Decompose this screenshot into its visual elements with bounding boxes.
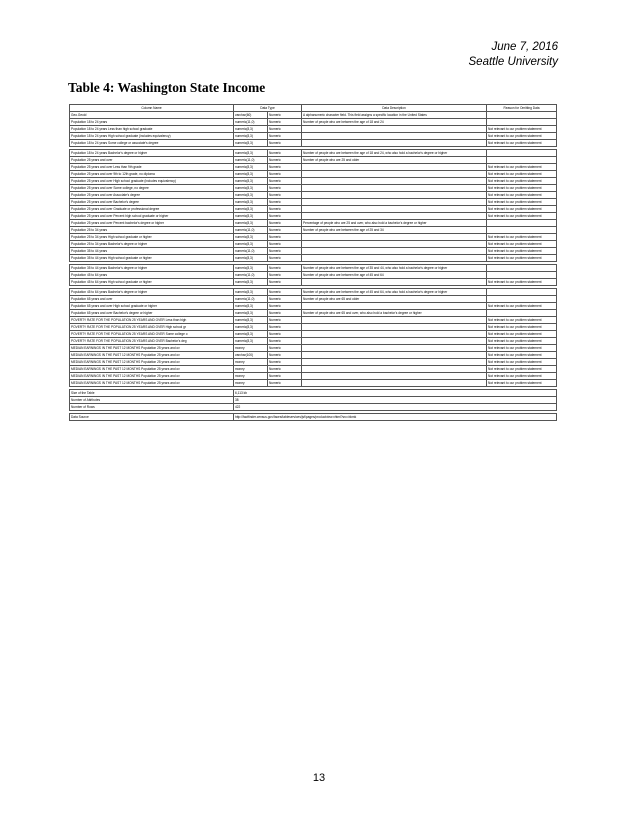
table-cell bbox=[302, 303, 487, 310]
table-cell: Not relevant to our problem statement bbox=[487, 324, 557, 331]
table-row bbox=[70, 324, 557, 331]
column-header: Data Type bbox=[234, 105, 302, 112]
table-cell: Numeric bbox=[268, 178, 302, 185]
summary-value: 38 bbox=[234, 397, 557, 404]
table-row bbox=[70, 366, 557, 373]
table-row bbox=[70, 296, 557, 303]
table-cell: Population 35 to 44 years High school graduate or higher bbox=[70, 255, 234, 262]
table-cell: MEDIAN EARNINGS IN THE PAST 12 MONTHS Population 25 years and ov bbox=[70, 373, 234, 380]
table-cell: Numeric bbox=[268, 317, 302, 324]
summary-label: Data Source bbox=[70, 414, 234, 421]
table-cell: numeric(8,3) bbox=[234, 171, 268, 178]
table-cell: Numeric bbox=[268, 227, 302, 234]
table-cell: numeric(8,3) bbox=[234, 150, 268, 157]
table-row bbox=[70, 248, 557, 255]
column-header: Reason for Omitting Data bbox=[487, 105, 557, 112]
table-cell: Not relevant to our problem statement bbox=[487, 317, 557, 324]
table-cell: Percentage of people who are 25 and over, who also hold a bachelor's degree or higher bbox=[302, 220, 487, 227]
table-cell bbox=[302, 178, 487, 185]
table-cell: numeric(8,3) bbox=[234, 310, 268, 317]
income-table bbox=[69, 104, 557, 421]
table-cell: numeric(8,3) bbox=[234, 289, 268, 296]
table-cell: MEDIAN EARNINGS IN THE PAST 12 MONTHS Population 25 years and ov bbox=[70, 380, 234, 387]
table-cell: Not relevant to our problem statement bbox=[487, 192, 557, 199]
table-cell bbox=[302, 164, 487, 171]
table-cell: MEDIAN EARNINGS IN THE PAST 12 MONTHS Population 25 years and ov bbox=[70, 345, 234, 352]
table-cell: money bbox=[234, 380, 268, 387]
table-cell: Not relevant to our problem statement bbox=[487, 345, 557, 352]
table-cell bbox=[487, 157, 557, 164]
table-cell: Number of people who are between the age of 35 and 44, who also hold a bachelor's degree or higher bbox=[302, 265, 487, 272]
table-cell bbox=[302, 140, 487, 147]
table-cell: MEDIAN EARNINGS IN THE PAST 12 MONTHS Population 25 years and ov bbox=[70, 359, 234, 366]
summary-row bbox=[70, 397, 557, 404]
table-cell: numeric(8,3) bbox=[234, 164, 268, 171]
table-cell: Not relevant to our problem statement bbox=[487, 140, 557, 147]
table-cell: Population 25 years and over Some college, no degree bbox=[70, 185, 234, 192]
table-cell: Numeric bbox=[268, 119, 302, 126]
header-date: June 7, 2016 bbox=[491, 41, 558, 53]
table-cell bbox=[487, 119, 557, 126]
table-cell: Not relevant to our problem statement bbox=[487, 213, 557, 220]
table-row bbox=[70, 199, 557, 206]
summary-row bbox=[70, 390, 557, 397]
table-row bbox=[70, 265, 557, 272]
table-cell: Numeric bbox=[268, 345, 302, 352]
table-cell: numeric(11,0) bbox=[234, 296, 268, 303]
table-cell: Numeric bbox=[268, 199, 302, 206]
table-cell: Not relevant to our problem statement bbox=[487, 234, 557, 241]
table-row bbox=[70, 373, 557, 380]
table-row bbox=[70, 345, 557, 352]
table-cell bbox=[302, 359, 487, 366]
table-cell: Population 35 to 44 years Bachelor's degree or higher bbox=[70, 265, 234, 272]
table-cell bbox=[487, 112, 557, 119]
table-cell: Numeric bbox=[268, 112, 302, 119]
table-cell: numeric(8,3) bbox=[234, 279, 268, 286]
table-cell: numeric(8,3) bbox=[234, 303, 268, 310]
table-cell bbox=[302, 126, 487, 133]
table-cell: Not relevant to our problem statement bbox=[487, 373, 557, 380]
table-cell: Numeric bbox=[268, 279, 302, 286]
table-row bbox=[70, 119, 557, 126]
table-cell: Population 25 years and over Associate's degree bbox=[70, 192, 234, 199]
table-cell: Population 65 years and over Bachelor's degree or higher bbox=[70, 310, 234, 317]
table-cell: Numeric bbox=[268, 206, 302, 213]
table-cell: Population 25 years and over Percent bachelor's degree or higher bbox=[70, 220, 234, 227]
table-cell: Not relevant to our problem statement bbox=[487, 178, 557, 185]
table-row bbox=[70, 171, 557, 178]
table-cell bbox=[302, 133, 487, 140]
table-cell: Not relevant to our problem statement bbox=[487, 185, 557, 192]
table-cell bbox=[302, 171, 487, 178]
table-cell: Number of people who are between the age of 45 and 64 bbox=[302, 272, 487, 279]
table-row bbox=[70, 241, 557, 248]
table-cell: Numeric bbox=[268, 220, 302, 227]
table-row bbox=[70, 380, 557, 387]
table-cell: Not relevant to our problem statement bbox=[487, 366, 557, 373]
table-cell: Population 25 years and over Bachelor's degree bbox=[70, 199, 234, 206]
table-cell: Numeric bbox=[268, 296, 302, 303]
table-row bbox=[70, 220, 557, 227]
table-cell: Not relevant to our problem statement bbox=[487, 164, 557, 171]
table-cell: Population 45 to 64 years High school graduate or higher bbox=[70, 279, 234, 286]
table-cell: Numeric bbox=[268, 255, 302, 262]
table-cell: numeric(11,0) bbox=[234, 157, 268, 164]
table-cell: Not relevant to our problem statement bbox=[487, 248, 557, 255]
table-row bbox=[70, 150, 557, 157]
table-cell: Number of people who are between the age of 25 and 34 bbox=[302, 227, 487, 234]
table-cell: Number of people who are between the age of 45 and 64, who also hold a bachelor's degree or higher bbox=[302, 289, 487, 296]
table-cell: Population 25 years and over bbox=[70, 157, 234, 164]
table-cell: Population 18 to 24 years bbox=[70, 119, 234, 126]
table-cell: Not relevant to our problem statement bbox=[487, 352, 557, 359]
table-cell: Number of people who are between the age of 18 and 24 bbox=[302, 119, 487, 126]
table-cell: Numeric bbox=[268, 126, 302, 133]
table-cell: Not relevant to our problem statement bbox=[487, 171, 557, 178]
table-cell: numeric(11,0) bbox=[234, 248, 268, 255]
table-cell: Population 35 to 44 years bbox=[70, 248, 234, 255]
table-cell: varchar(60) bbox=[234, 112, 268, 119]
table-cell: POVERTY RATE FOR THE POPULATION 25 YEARS AND OVER Some college o bbox=[70, 331, 234, 338]
table-cell: Numeric bbox=[268, 241, 302, 248]
table-cell: Not relevant to our problem statement bbox=[487, 126, 557, 133]
table-cell: Not relevant to our problem statement bbox=[487, 359, 557, 366]
table-cell: Population 25 years and over Graduate or professional degree bbox=[70, 206, 234, 213]
table-cell: A alphanumeric character field. This field assigns a specific location in the United States bbox=[302, 112, 487, 119]
table-cell bbox=[302, 248, 487, 255]
table-cell bbox=[487, 150, 557, 157]
summary-value: http://factfinder.census.gov/faces/tableservices/jsf/pages/productview.xhtml?src=bkmk bbox=[234, 414, 557, 421]
table-cell bbox=[302, 241, 487, 248]
table-cell: Population 25 to 34 years High school graduate or higher bbox=[70, 234, 234, 241]
table-cell: Population 18 to 24 years High school graduate (includes equivalency) bbox=[70, 133, 234, 140]
table-cell: numeric(11,0) bbox=[234, 227, 268, 234]
table-cell bbox=[302, 279, 487, 286]
table-cell bbox=[302, 338, 487, 345]
table-cell: Numeric bbox=[268, 366, 302, 373]
table-cell bbox=[302, 206, 487, 213]
table-row bbox=[70, 317, 557, 324]
table-cell: Not relevant to our problem statement bbox=[487, 303, 557, 310]
summary-label: Number of Attributes bbox=[70, 397, 234, 404]
table-cell: varchar(100) bbox=[234, 352, 268, 359]
table-cell: money bbox=[234, 345, 268, 352]
table-cell: Population 25 years and over 9th to 12th grade, no diploma bbox=[70, 171, 234, 178]
table-cell: Numeric bbox=[268, 234, 302, 241]
table-cell bbox=[302, 255, 487, 262]
table-cell: money bbox=[234, 359, 268, 366]
table-cell bbox=[487, 265, 557, 272]
table-row bbox=[70, 310, 557, 317]
table-cell: Numeric bbox=[268, 373, 302, 380]
table-cell: Numeric bbox=[268, 303, 302, 310]
table-cell bbox=[302, 213, 487, 220]
table-cell: numeric(8,3) bbox=[234, 178, 268, 185]
table-cell bbox=[487, 310, 557, 317]
table-cell: numeric(8,3) bbox=[234, 126, 268, 133]
table-cell: Numeric bbox=[268, 338, 302, 345]
table-cell: Numeric bbox=[268, 171, 302, 178]
table-cell: Population 18 to 24 years Less than high school graduate bbox=[70, 126, 234, 133]
table-row bbox=[70, 272, 557, 279]
table-cell: Population 25 to 34 years bbox=[70, 227, 234, 234]
table-cell: numeric(8,3) bbox=[234, 213, 268, 220]
table-row bbox=[70, 255, 557, 262]
table-cell: Not relevant to our problem statement bbox=[487, 255, 557, 262]
table-cell: Numeric bbox=[268, 331, 302, 338]
table-cell: Numeric bbox=[268, 310, 302, 317]
table-row bbox=[70, 234, 557, 241]
table-row bbox=[70, 227, 557, 234]
table-cell: money bbox=[234, 366, 268, 373]
table-row bbox=[70, 213, 557, 220]
table-row bbox=[70, 289, 557, 296]
table-cell bbox=[487, 227, 557, 234]
table-cell bbox=[302, 234, 487, 241]
table-cell: Numeric bbox=[268, 192, 302, 199]
table-cell: Number of people who are 65 and older bbox=[302, 296, 487, 303]
summary-value: 422 bbox=[234, 404, 557, 411]
column-header: Column Name bbox=[70, 105, 234, 112]
column-header: Data Description bbox=[302, 105, 487, 112]
table-cell: Not relevant to our problem statement bbox=[487, 279, 557, 286]
table-row bbox=[70, 352, 557, 359]
table-cell: Numeric bbox=[268, 289, 302, 296]
table-cell: Population 25 to 34 years Bachelor's degree or higher bbox=[70, 241, 234, 248]
table-cell: numeric(8,3) bbox=[234, 265, 268, 272]
table-cell: numeric(11,0) bbox=[234, 272, 268, 279]
table-cell: numeric(8,3) bbox=[234, 199, 268, 206]
table-cell: Population 45 to 64 years bbox=[70, 272, 234, 279]
table-cell: Numeric bbox=[268, 265, 302, 272]
table-cell bbox=[302, 380, 487, 387]
summary-row bbox=[70, 414, 557, 421]
table-cell: numeric(8,3) bbox=[234, 133, 268, 140]
table-cell: Number of people who are 25 and older bbox=[302, 157, 487, 164]
table-cell: numeric(11,0) bbox=[234, 119, 268, 126]
table-row bbox=[70, 185, 557, 192]
table-cell bbox=[302, 373, 487, 380]
table-cell: Geo.Geoid bbox=[70, 112, 234, 119]
table-cell: Population 25 years and over Percent high school graduate or higher bbox=[70, 213, 234, 220]
table-cell: numeric(8,3) bbox=[234, 338, 268, 345]
table-row bbox=[70, 303, 557, 310]
table-row bbox=[70, 331, 557, 338]
table-cell: Numeric bbox=[268, 164, 302, 171]
table-cell: Not relevant to our problem statement bbox=[487, 199, 557, 206]
table-cell: Not relevant to our problem statement bbox=[487, 338, 557, 345]
table-cell: numeric(8,3) bbox=[234, 241, 268, 248]
table-cell: numeric(8,3) bbox=[234, 234, 268, 241]
table-cell: Numeric bbox=[268, 157, 302, 164]
table-cell: Population 18 to 24 years Bachelor's degree or higher bbox=[70, 150, 234, 157]
table-cell: Not relevant to our problem statement bbox=[487, 133, 557, 140]
table-cell: Population 18 to 24 years Some college or associate's degree bbox=[70, 140, 234, 147]
table-cell: Numeric bbox=[268, 352, 302, 359]
header-org: Seattle University bbox=[468, 56, 558, 68]
table-cell: money bbox=[234, 373, 268, 380]
table-cell bbox=[302, 199, 487, 206]
table-cell bbox=[302, 366, 487, 373]
table-cell: numeric(8,3) bbox=[234, 192, 268, 199]
table-row bbox=[70, 279, 557, 286]
table-cell: numeric(8,3) bbox=[234, 317, 268, 324]
table-header-row bbox=[70, 105, 557, 112]
table-row bbox=[70, 126, 557, 133]
table-row bbox=[70, 206, 557, 213]
table-cell bbox=[487, 296, 557, 303]
table-cell: numeric(8,3) bbox=[234, 255, 268, 262]
table-cell bbox=[487, 289, 557, 296]
table-cell: Numeric bbox=[268, 140, 302, 147]
table-row bbox=[70, 178, 557, 185]
table-cell: MEDIAN EARNINGS IN THE PAST 12 MONTHS Population 25 years and ov bbox=[70, 366, 234, 373]
table-cell: POVERTY RATE FOR THE POPULATION 25 YEARS AND OVER Less than high bbox=[70, 317, 234, 324]
table-cell: POVERTY RATE FOR THE POPULATION 25 YEARS AND OVER Bachelor's deg bbox=[70, 338, 234, 345]
summary-value: 6,113 kb bbox=[234, 390, 557, 397]
table-cell: Population 45 to 64 years Bachelor's degree or higher bbox=[70, 289, 234, 296]
table-cell: Numeric bbox=[268, 380, 302, 387]
table-cell: Numeric bbox=[268, 150, 302, 157]
table-row bbox=[70, 338, 557, 345]
table-cell bbox=[302, 345, 487, 352]
table-cell: Not relevant to our problem statement bbox=[487, 241, 557, 248]
table-cell: numeric(8,3) bbox=[234, 185, 268, 192]
table-cell: Population 65 years and over High school graduate or higher bbox=[70, 303, 234, 310]
table-cell: Not relevant to our problem statement bbox=[487, 206, 557, 213]
table-cell: numeric(8,3) bbox=[234, 140, 268, 147]
table-cell: Number of people who are 65 and over, who also hold a bachelor's degree or higher bbox=[302, 310, 487, 317]
table-row bbox=[70, 133, 557, 140]
table-cell: Numeric bbox=[268, 185, 302, 192]
table-row bbox=[70, 140, 557, 147]
summary-row bbox=[70, 404, 557, 411]
summary-label: Size of the Table bbox=[70, 390, 234, 397]
table-cell bbox=[302, 317, 487, 324]
table-cell bbox=[302, 331, 487, 338]
table-row bbox=[70, 164, 557, 171]
table-cell bbox=[487, 220, 557, 227]
summary-label: Number of Rows bbox=[70, 404, 234, 411]
table-cell: Population 25 years and over High school graduate (includes equivalency) bbox=[70, 178, 234, 185]
table-cell bbox=[487, 272, 557, 279]
table-cell: Numeric bbox=[268, 248, 302, 255]
table-cell: numeric(8,3) bbox=[234, 331, 268, 338]
table-cell bbox=[302, 324, 487, 331]
table-cell: Numeric bbox=[268, 133, 302, 140]
table-cell: Numeric bbox=[268, 359, 302, 366]
page-number: 13 bbox=[312, 772, 326, 784]
table-cell: numeric(8,3) bbox=[234, 220, 268, 227]
table-cell: POVERTY RATE FOR THE POPULATION 25 YEARS AND OVER High school gr bbox=[70, 324, 234, 331]
table-cell: MEDIAN EARNINGS IN THE PAST 12 MONTHS Population 25 years and ov bbox=[70, 352, 234, 359]
table-row bbox=[70, 157, 557, 164]
table-cell bbox=[302, 192, 487, 199]
table-cell bbox=[302, 352, 487, 359]
table-cell: Number of people who are between the age of 18 and 24, who also hold a bachelor's degree or higher bbox=[302, 150, 487, 157]
table-row bbox=[70, 112, 557, 119]
table-cell: numeric(8,3) bbox=[234, 206, 268, 213]
table-cell: Not relevant to our problem statement bbox=[487, 380, 557, 387]
page-header bbox=[469, 40, 558, 70]
table-cell: Numeric bbox=[268, 272, 302, 279]
table-row bbox=[70, 359, 557, 366]
table-cell: Population 25 years and over Less than 9th grade bbox=[70, 164, 234, 171]
table-cell bbox=[302, 185, 487, 192]
table-cell: numeric(8,3) bbox=[234, 324, 268, 331]
table-cell: Not relevant to our problem statement bbox=[487, 331, 557, 338]
table-cell: Numeric bbox=[268, 324, 302, 331]
table-title: Table 4: Washington State Income bbox=[68, 80, 266, 95]
table-row bbox=[70, 192, 557, 199]
table-cell: Population 65 years and over bbox=[70, 296, 234, 303]
table-cell: Numeric bbox=[268, 213, 302, 220]
